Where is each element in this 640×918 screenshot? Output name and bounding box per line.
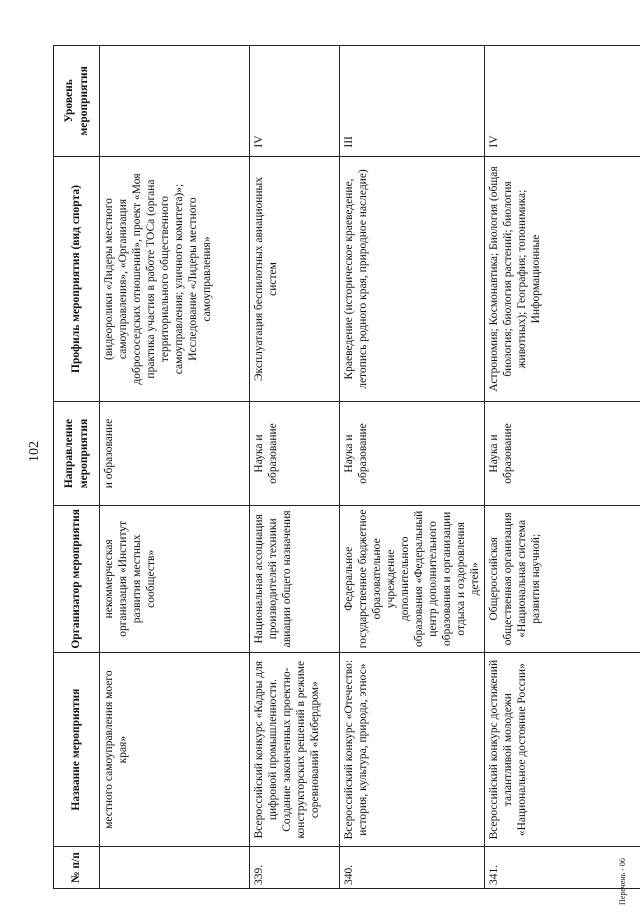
row-direction: Наука и образование [340, 402, 485, 505]
row-organizer: Федеральное государственное бюджетное образовательное учреждение дополнительного образования «Федеральный центр дополнительного образования и организации отдыха и оздоровления детей» [340, 505, 485, 652]
row-num: 341. [485, 847, 640, 889]
row-level: IV [485, 46, 640, 157]
row-name: Всероссийский конкурс «Отечество: история, культура, природа, этнос» [340, 653, 485, 847]
row-organizer: Национальная ассоциация производителей техники авиации общего назначения [250, 505, 340, 652]
header-level: Уровень мероприятия [54, 46, 100, 157]
header-name: Название мероприятия [54, 653, 100, 847]
table-row [485, 46, 640, 889]
page-number: 102 [27, 441, 42, 462]
row-name: Всероссийский конкурс «Кадры для цифровой промышленности. Создание законченных проектно-конструкторских решений в режиме соревнований «Кибердром» [250, 653, 340, 847]
table-row [250, 46, 340, 889]
row-name: местного самоуправления моего края» [100, 653, 250, 847]
row-num: 340. [340, 847, 485, 889]
row-name: Всероссийский конкурс достижений талантливой молодежи «Национальное достояние России» [485, 653, 640, 847]
row-direction: Наука и образование [485, 402, 640, 505]
header-num: № п/п [54, 847, 100, 889]
table-row [100, 46, 250, 889]
header-organizer: Организатор мероприятия [54, 505, 100, 652]
row-organizer: Общероссийская общественная организация «Национальная система развития научной; [485, 505, 640, 652]
row-level: IV [250, 46, 340, 157]
row-profile: Астрономия; Космонавтика; Биология (общая биология; биология растений; биология животных); География; топонимика; Информационные [485, 156, 640, 402]
row-num [100, 847, 250, 889]
footer-note: Перечень - 06 [618, 858, 627, 905]
events-table-container [53, 45, 599, 889]
row-direction: и образование [100, 402, 250, 505]
row-organizer: некоммерческая организация «Институт развития местных сообществ» [100, 505, 250, 652]
table-header-row [54, 46, 100, 889]
row-level: III [340, 46, 485, 157]
header-profile: Профиль мероприятия (вид спорта) [54, 156, 100, 402]
row-profile: (видеоролики «Лидеры местного самоуправления», «Организация добрососедских отношений», проект «Моя практика участия в работе ТОСа (органа территориального общественного самоуправления; уличного комитета)»; Исследование «Лидеры местного самоуправления» [100, 156, 250, 402]
row-profile: Эксплуатация беспилотных авиационных систем [250, 156, 340, 402]
row-num: 339. [250, 847, 340, 889]
header-direction: Направление мероприятия [54, 402, 100, 505]
row-level [100, 46, 250, 157]
row-profile: Краеведение (историческое краеведение, летопись родного края, природное наследие) [340, 156, 485, 402]
row-direction: Наука и образование [250, 402, 340, 505]
events-table [53, 45, 640, 889]
table-row [340, 46, 485, 889]
